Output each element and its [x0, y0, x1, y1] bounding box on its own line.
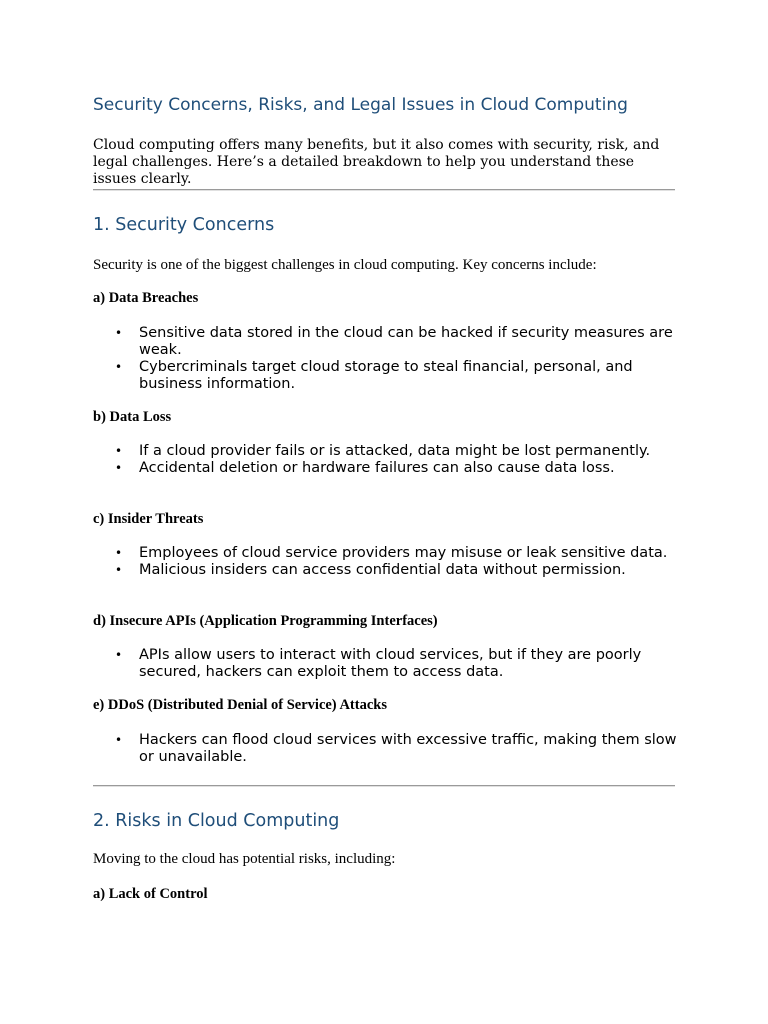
- bullet-list-insider-threats: [93, 545, 683, 579]
- bullet-icon: •: [115, 444, 123, 458]
- document-title: Security Concerns, Risks, and Legal Issues in Cloud Computing: [93, 95, 628, 115]
- subsection-heading-insecure-apis: d) Insecure APIs (Application Programming Interfaces): [93, 613, 438, 629]
- bullet-icon: •: [115, 326, 123, 340]
- section-divider: [93, 189, 675, 191]
- bullet-list-data-loss: [93, 443, 683, 477]
- list-item-text: Sensitive data stored in the cloud can be hacked if security measures are weak.: [139, 325, 673, 358]
- bullet-list-ddos: [93, 732, 683, 766]
- list-item: [93, 562, 683, 579]
- list-item: [93, 460, 683, 477]
- list-item-text: Employees of cloud service providers may misuse or leak sensitive data.: [139, 545, 668, 561]
- list-item: [93, 545, 683, 562]
- list-item: [93, 359, 683, 393]
- bullet-list-insecure-apis: [93, 647, 683, 681]
- list-item: [93, 325, 683, 359]
- bullet-icon: •: [115, 733, 123, 747]
- list-item-text: If a cloud provider fails or is attacked, data might be lost permanently.: [139, 443, 651, 459]
- section-heading-security-concerns: 1. Security Concerns: [93, 215, 275, 235]
- bullet-icon: •: [115, 648, 123, 662]
- bullet-icon: •: [115, 360, 123, 374]
- list-item: [93, 443, 683, 460]
- list-item-text: Malicious insiders can access confidential data without permission.: [139, 562, 626, 578]
- list-item-text: Accidental deletion or hardware failures can also cause data loss.: [139, 460, 615, 476]
- bullet-list-data-breaches: [93, 325, 683, 393]
- section-divider: [93, 785, 675, 787]
- list-item-text: Cybercriminals target cloud storage to steal financial, personal, and business information.: [139, 359, 633, 392]
- list-item-text: Hackers can flood cloud services with excessive traffic, making them slow or unavailable.: [139, 732, 677, 765]
- bullet-icon: •: [115, 546, 123, 560]
- subsection-heading-lack-of-control: a) Lack of Control: [93, 886, 208, 902]
- list-item-text: APIs allow users to interact with cloud services, but if they are poorly secured, hackers can exploit them to access data.: [139, 647, 642, 680]
- list-item: [93, 732, 683, 766]
- section-intro-risks: Moving to the cloud has potential risks, including:: [93, 851, 396, 867]
- subsection-heading-insider-threats: c) Insider Threats: [93, 511, 204, 527]
- bullet-icon: •: [115, 461, 123, 475]
- subsection-heading-data-loss: b) Data Loss: [93, 409, 172, 425]
- subsection-heading-data-breaches: a) Data Breaches: [93, 290, 199, 306]
- list-item: [93, 647, 683, 681]
- bullet-icon: •: [115, 563, 123, 577]
- section-heading-risks: 2. Risks in Cloud Computing: [93, 811, 340, 831]
- section-intro-security: Security is one of the biggest challenges in cloud computing. Key concerns include:: [93, 257, 597, 273]
- intro-paragraph: Cloud computing offers many benefits, but it also comes with security, risk, and legal challenges. Here’s a detailed breakdown to help you understand these issues clearly.: [93, 137, 660, 187]
- subsection-heading-ddos: e) DDoS (Distributed Denial of Service) Attacks: [93, 697, 387, 713]
